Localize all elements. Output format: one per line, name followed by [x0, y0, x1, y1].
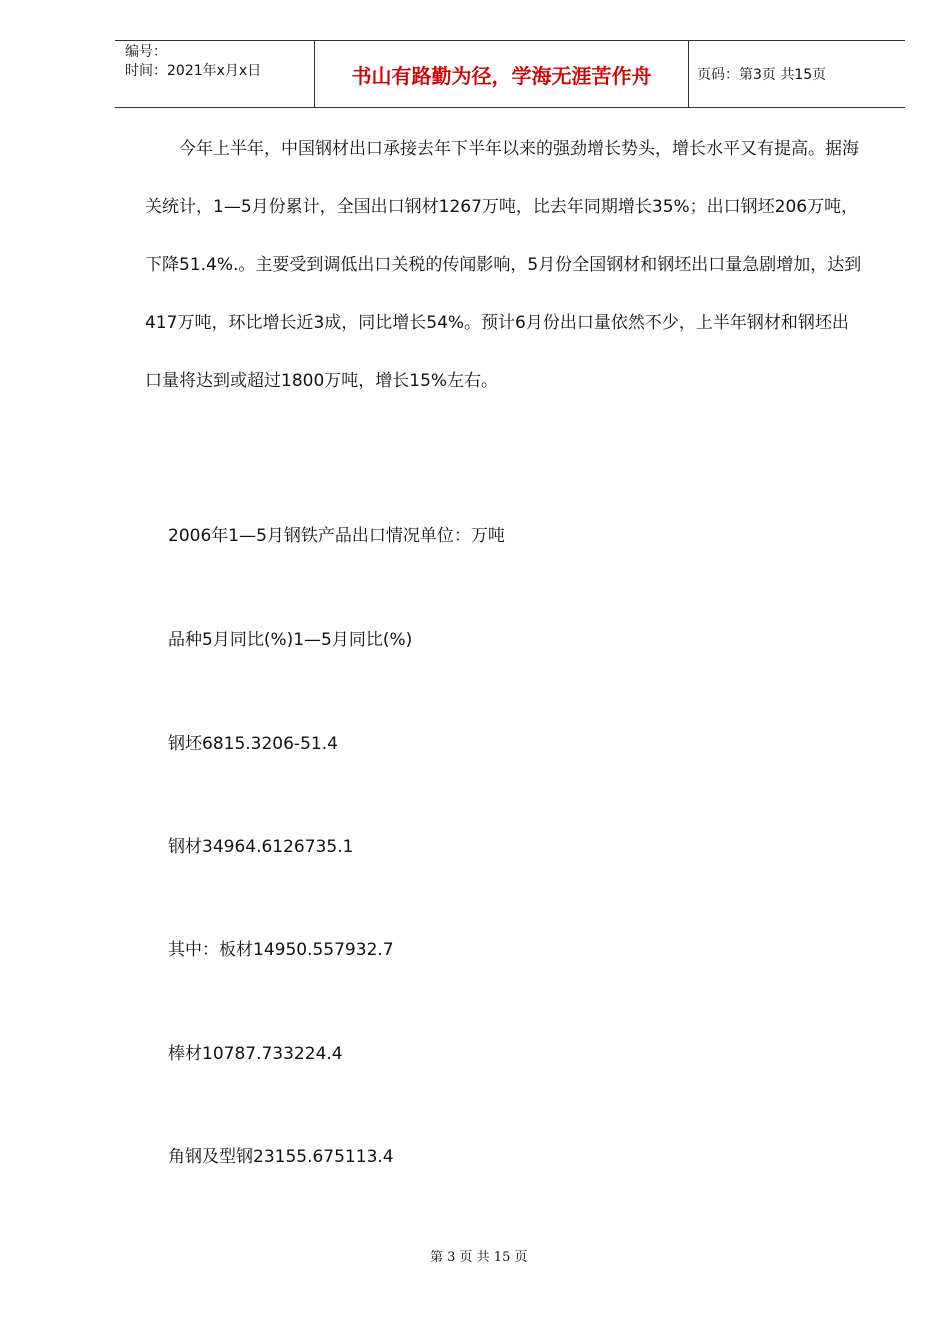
- page-footer: 第 3 页 共 15 页: [430, 1250, 528, 1265]
- table-row: 其中：板材14950.557932.7: [168, 940, 394, 960]
- page-header: [115, 40, 905, 108]
- table-header: 品种5月同比(%)1—5月同比(%): [168, 630, 413, 650]
- table-row: 棒材10787.733224.4: [168, 1044, 343, 1064]
- table-row: 钢坯6815.3206-51.4: [168, 734, 338, 754]
- table-title: 2006年1—5月钢铁产品出口情况单位：万吨: [168, 526, 505, 546]
- body-paragraph: 今年上半年，中国钢材出口承接去年下半年以来的强劲增长势头，增长水平又有提高。据海关统计，1—5月份累计，全国出口钢材1267万吨，比去年同期增长35%；出口钢坯206万吨，下降51.4%.。主要受到调低出口关税的传闻影响，5月份全国钢材和钢坯出口量急剧增加，达到417万吨，环比增长近3成，同比增长54%。预计6月份出口量依然不少，上半年钢材和钢坯出口量将达到或超过1800万吨，增长15%左右。: [145, 139, 862, 391]
- header-meta: [115, 41, 315, 107]
- table-row: 角钢及型钢23155.675113.4: [168, 1147, 394, 1167]
- table-row: 钢材34964.6126735.1: [168, 837, 354, 857]
- header-motto: 书山有路勤为径，学海无涯苦作舟: [315, 41, 689, 107]
- time-label: 时间：2021年x月x日: [125, 63, 262, 79]
- id-label: 编号：: [125, 44, 167, 60]
- header-page-info: 页码：第3页 共15页: [697, 67, 827, 83]
- body-text: [145, 120, 865, 410]
